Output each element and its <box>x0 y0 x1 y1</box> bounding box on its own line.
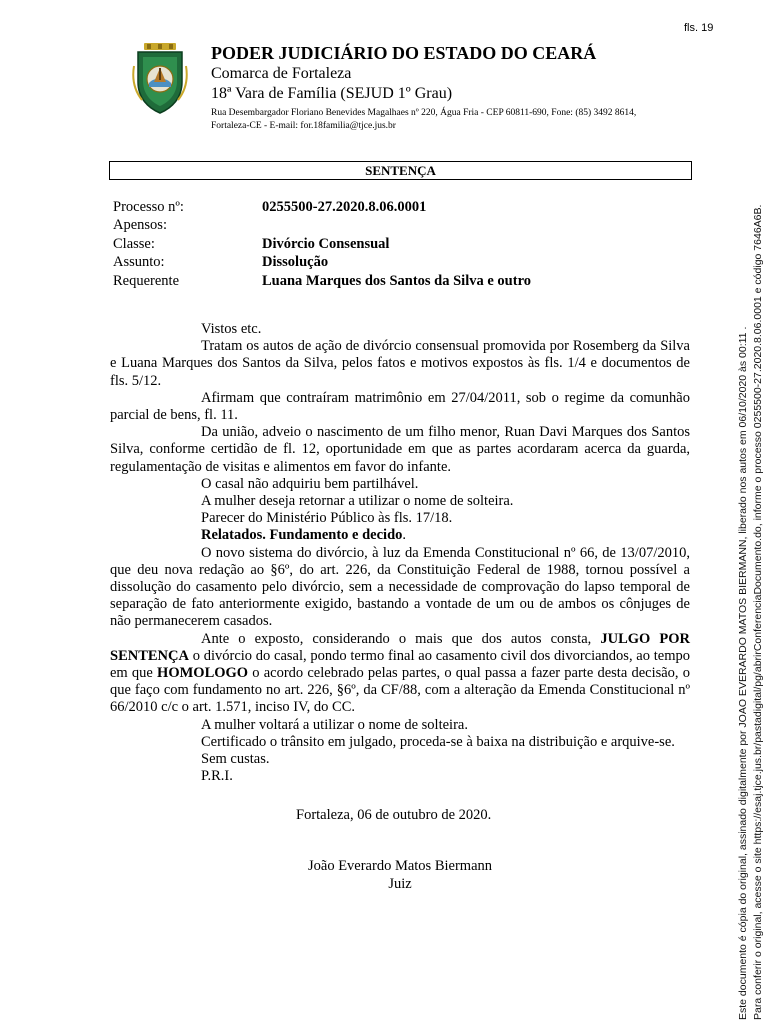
body-paragraph: O casal não adquiriu bem partilhável. <box>201 475 419 492</box>
document-title: SENTENÇA <box>109 161 692 180</box>
body-paragraph: Parecer do Ministério Público às fls. 17/18. <box>201 510 453 527</box>
body-paragraph: Da união, adveio o nascimento de um filho menor, Ruan Davi Marques dos Santos Silva, conforme certidão de fl. 12, oportunidade em que as partes acordaram acerca da guarda, regulamentação de visitas e alimentos em favor do infante. <box>110 424 690 475</box>
date-line: Fortaleza, 06 de outubro de 2020. <box>296 807 492 823</box>
coat-of-arms-icon <box>130 42 190 114</box>
body-paragraph <box>110 631 690 717</box>
body-paragraph: P.R.I. <box>201 768 233 785</box>
side-note-line-2: Para conferir o original, acesse o site https://esaj.tjce.jus.br/pastadigital/pg/abrirConferenciaDocumento.do, informe o processo 0255500-27.2020.8.06.0001 e código 7646A6B. <box>751 204 764 1020</box>
ruling-text: o acordo celebrado pelas partes, o qual passa a fazer parte desta decisão, o que faço com fundamento no art. 226, §6º, da CF/88, com a alteração da Emenda Constitucional nº 66/2010 c/c o art. 1.571, inciso IV, do CC. <box>110 665 690 716</box>
case-label: Processo nº: <box>113 199 184 215</box>
ruling-verdict: JULGO POR SENTENÇA <box>110 630 691 664</box>
side-note-line-1: Este documento é cópia do original, assinado digitalmente por JOAO EVERARDO MATOS BIERMANN, liberado nos autos em 06/10/2020 às 00:11 . <box>737 326 749 1020</box>
case-label: Classe: <box>113 235 155 252</box>
case-row <box>113 253 693 271</box>
case-row <box>113 198 693 216</box>
body-paragraph <box>110 527 690 544</box>
court-address <box>211 107 701 133</box>
digital-signature-note <box>736 160 766 1020</box>
case-info <box>113 198 693 290</box>
judge-name: João Everardo Matos Biermann <box>307 858 493 874</box>
ruling-homologation: HOMOLOGO <box>157 665 249 682</box>
signature-block <box>250 857 550 893</box>
case-value: Dissolução <box>262 254 329 271</box>
body-paragraph: Sem custas. <box>201 751 270 768</box>
court-name: PODER JUDICIÁRIO DO ESTADO DO CEARÁ <box>211 43 597 63</box>
body-paragraph: Afirmam que contraíram matrimônio em 27/04/2011, sob o regime da comunhão parcial de bens, fl. 11. <box>110 389 690 424</box>
court-unit: 18ª Vara de Família (SEJUD 1º Grau) <box>211 85 453 102</box>
case-label: Requerente <box>113 272 180 289</box>
page-number: fls. 19 <box>684 22 714 34</box>
ruling-text: o divórcio do casal, pondo termo final ao casamento civil dos divorciandos, ao tempo em que <box>110 647 690 682</box>
case-label: Assunto: <box>113 254 165 271</box>
case-row <box>113 235 693 253</box>
address-line-1: Rua Desembargador Floriano Benevides Magalhaes nº 220, Água Fria - CEP 60811-690, Fone: (85) 3492 8614, <box>211 108 637 118</box>
body-paragraph: Tratam os autos de ação de divórcio consensual promovida por Rosemberg da Silva e Luana Marques dos Santos da Silva, pelos fatos e motivos expostos às fls. 1/4 e documentos de fls. 5/12. <box>110 338 690 389</box>
address-line-2: Fortaleza-CE - E-mail: for.18familia@tjce.jus.br <box>211 121 396 131</box>
case-row <box>113 272 693 290</box>
court-district: Comarca de Fortaleza <box>211 65 352 82</box>
report-heading-end: . <box>402 527 407 544</box>
body-paragraph: O novo sistema do divórcio, à luz da Emenda Constitucional nº 66, de 13/07/2010, que deu nova redação ao §6º, do art. 226, da Constituição Federal de 1988, tornou possível a dissolução do casamento pelo divórcio, sem a necessidade de comprovação do lapso temporal de separação de fato anteriormente exigido, bastando a vontade de um ou de ambos os cônjuges de não permanecerem casados. <box>110 544 690 630</box>
case-label: Apensos: <box>113 217 167 234</box>
body-paragraph: Vistos etc. <box>201 321 262 337</box>
case-value: Divórcio Consensual <box>262 235 390 252</box>
body-paragraph: Certificado o trânsito em julgado, proceda-se à baixa na distribuição e arquive-se. <box>201 733 675 750</box>
case-value: Luana Marques dos Santos da Silva e outro <box>262 272 531 289</box>
case-row <box>113 216 693 234</box>
sentence-body <box>110 321 690 785</box>
body-paragraph: A mulher voltará a utilizar o nome de solteira. <box>201 716 468 733</box>
ruling-text: Ante o exposto, considerando o mais que dos autos consta, <box>201 630 601 647</box>
court-header <box>211 43 701 133</box>
case-value: 0255500-27.2020.8.06.0001 <box>262 199 427 215</box>
report-heading: Relatados. Fundamento e decido <box>201 527 403 544</box>
judge-role: Juiz <box>388 876 412 892</box>
body-paragraph: A mulher deseja retornar a utilizar o nome de solteira. <box>201 493 514 510</box>
